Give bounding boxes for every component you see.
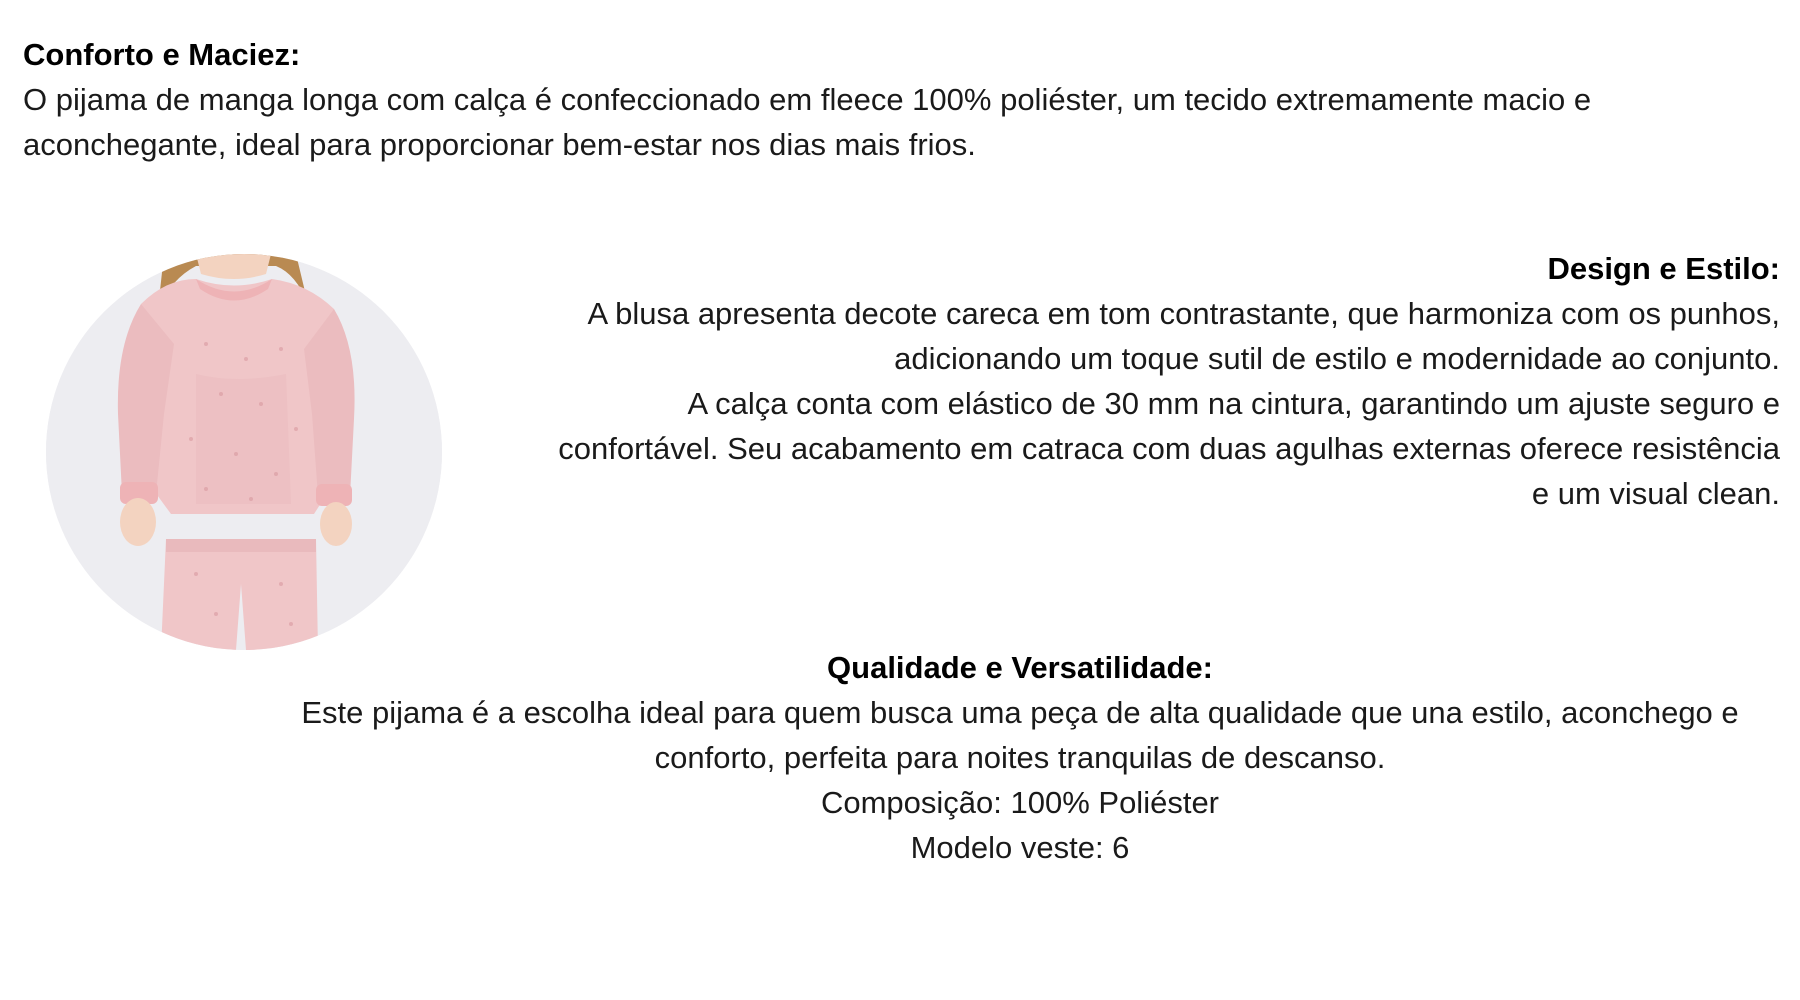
section-comfort	[23, 32, 1763, 167]
section-title-quality: Qualidade e Versatilidade:	[827, 650, 1213, 685]
section-design	[440, 246, 1780, 516]
text-line: A blusa apresenta decote careca em tom contrastante, que harmoniza com os punhos,	[587, 296, 1780, 331]
text-line: e um visual clean.	[1531, 476, 1780, 511]
text-line: O pijama de manga longa com calça é confeccionado em fleece 100% poliéster, um tecido extremamente macio e	[23, 82, 1592, 117]
text-line: A calça conta com elástico de 30 mm na cintura, garantindo um ajuste seguro e	[687, 386, 1780, 421]
section-body-design	[440, 291, 1780, 516]
composition-text: Composição: 100% Poliéster	[820, 785, 1220, 820]
text-line: adicionando um toque sutil de estilo e modernidade ao conjunto.	[894, 341, 1780, 376]
text-line: aconchegante, ideal para proporcionar bem-estar nos dias mais frios.	[23, 127, 976, 162]
text-line: Este pijama é a escolha ideal para quem busca uma peça de alta qualidade que una estilo, aconchego e	[301, 695, 1739, 730]
product-photo	[46, 254, 442, 650]
child-pajamas-illustration	[46, 254, 442, 650]
section-quality	[240, 645, 1800, 870]
text-line: confortável. Seu acabamento em catraca com duas agulhas externas oferece resistência	[558, 431, 1780, 466]
section-title-design: Design e Estilo:	[1547, 251, 1780, 286]
section-title-comfort: Conforto e Maciez:	[23, 37, 301, 72]
section-body-quality	[240, 690, 1800, 870]
model-size-text: Modelo veste: 6	[910, 830, 1130, 865]
section-body-comfort	[23, 77, 1763, 167]
text-line: conforto, perfeita para noites tranquilas de descanso.	[654, 740, 1386, 775]
